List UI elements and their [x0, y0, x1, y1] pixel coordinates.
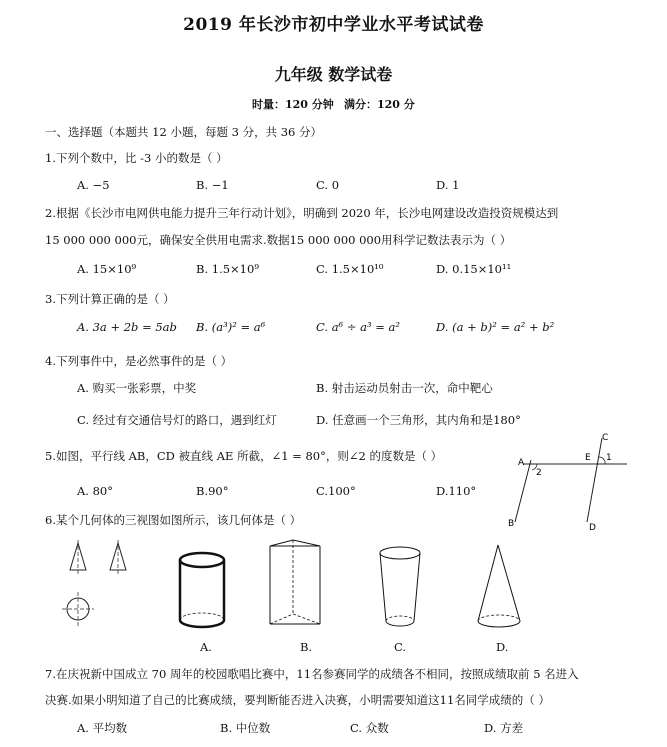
- q5-parallel-lines-figure: [505, 430, 635, 535]
- exam-title: 2019 年长沙市初中学业水平考试试卷: [183, 15, 484, 35]
- q6-option-c-frustum: [370, 543, 440, 638]
- q6-option-b-prism: [265, 538, 335, 638]
- q5-option-c: C.100°: [316, 484, 356, 498]
- q5-option-b: B.90°: [196, 484, 229, 498]
- question-7-line-1: 7.在庆祝新中国成立 70 周年的校园歌唱比赛中，11名参赛同学的成绩各不相同，按照成绩取前 5 名进入: [45, 667, 579, 681]
- label-c: C: [602, 433, 609, 443]
- q7-option-c: C. 众数: [350, 721, 389, 735]
- exam-subtitle: 九年级 数学试卷: [274, 65, 393, 84]
- q4-option-c: C. 经过有交通信号灯的路口，遇到红灯: [77, 413, 277, 427]
- question-3: 3.下列计算正确的是（ ）: [45, 292, 175, 306]
- label-a: A: [518, 458, 525, 468]
- question-1: 1.下列个数中，比 -3 小的数是（ ）: [45, 151, 228, 165]
- q6-option-d-cone: [470, 543, 540, 638]
- front-view: [70, 540, 86, 574]
- q1-option-d: D. 1: [436, 178, 460, 192]
- q3-option-b: B. (a³)² = a⁶: [196, 320, 266, 334]
- label-angle-1: 1: [606, 453, 612, 463]
- q7-option-b: B. 中位数: [220, 721, 271, 735]
- q1-option-a: A. −5: [77, 178, 110, 192]
- q2-option-b: B. 1.5×10⁹: [196, 262, 259, 276]
- q5-option-d: D.110°: [436, 484, 477, 498]
- angle-1-arc: [599, 457, 605, 464]
- question-7-line-2: 决赛.如果小明知道了自己的比赛成绩，要判断能否进入决赛，小明需要知道这11名同学成绩的（ ）: [45, 693, 550, 707]
- q2-option-d: D. 0.15×10¹¹: [436, 262, 512, 276]
- q2-option-c: C. 1.5×10¹⁰: [316, 262, 384, 276]
- three-views-figure: [58, 540, 138, 640]
- top-view: [62, 592, 94, 628]
- q6-option-d: D.: [496, 640, 509, 654]
- q2-option-a: A. 15×10⁹: [77, 262, 137, 276]
- q4-option-d: D. 任意画一个三角形，其内角和是180°: [316, 413, 521, 427]
- q1-option-b: B. −1: [196, 178, 229, 192]
- q7-option-d: D. 方差: [484, 721, 524, 735]
- line-ab: [515, 460, 531, 522]
- q3-option-c: C. a⁶ ÷ a³ = a²: [316, 320, 400, 334]
- q6-option-b: B.: [300, 640, 313, 654]
- exam-score: 满分：120 分: [344, 98, 415, 111]
- q6-option-c: C.: [394, 640, 407, 654]
- q7-option-a: A. 平均数: [77, 721, 128, 735]
- q3-option-a: A. 3a + 2b = 5ab: [77, 320, 177, 334]
- question-4: 4.下列事件中，是必然事件的是（ ）: [45, 354, 233, 368]
- label-d: D: [589, 523, 596, 533]
- q6-option-a: A.: [200, 640, 212, 654]
- question-6: 6.某个几何体的三视图如图所示，该几何体是（ ）: [45, 513, 302, 527]
- q3-option-d: D. (a + b)² = a² + b²: [436, 320, 555, 334]
- label-angle-2: 2: [536, 468, 542, 478]
- exam-time: 时量：120 分钟: [252, 98, 334, 111]
- q4-option-a: A. 购买一张彩票，中奖: [77, 381, 197, 395]
- q6-option-a-cylinder: [172, 548, 242, 638]
- question-2-line-1: 2.根据《长沙市电网供电能力提升三年行动计划》，明确到 2020 年，长沙电网建设改造投资规模达到: [45, 206, 559, 220]
- q5-option-a: A. 80°: [77, 484, 113, 498]
- section-title: 一、选择题（本题共 12 小题，每题 3 分，共 36 分）: [45, 125, 323, 139]
- question-5: 5.如图，平行线 AB，CD 被直线 AE 所截，∠1 = 80°，则∠2 的度数是（ ）: [45, 449, 443, 463]
- line-cd: [587, 438, 602, 522]
- side-view: [110, 540, 126, 574]
- question-2-line-2: 15 000 000 000元，确保安全供用电需求.数据15 000 000 000用科学记数法表示为（ ）: [45, 233, 512, 247]
- label-e: E: [585, 453, 591, 463]
- q1-option-c: C. 0: [316, 178, 340, 192]
- q4-option-b: B. 射击运动员射击一次，命中靶心: [316, 381, 493, 395]
- label-b: B: [508, 519, 515, 529]
